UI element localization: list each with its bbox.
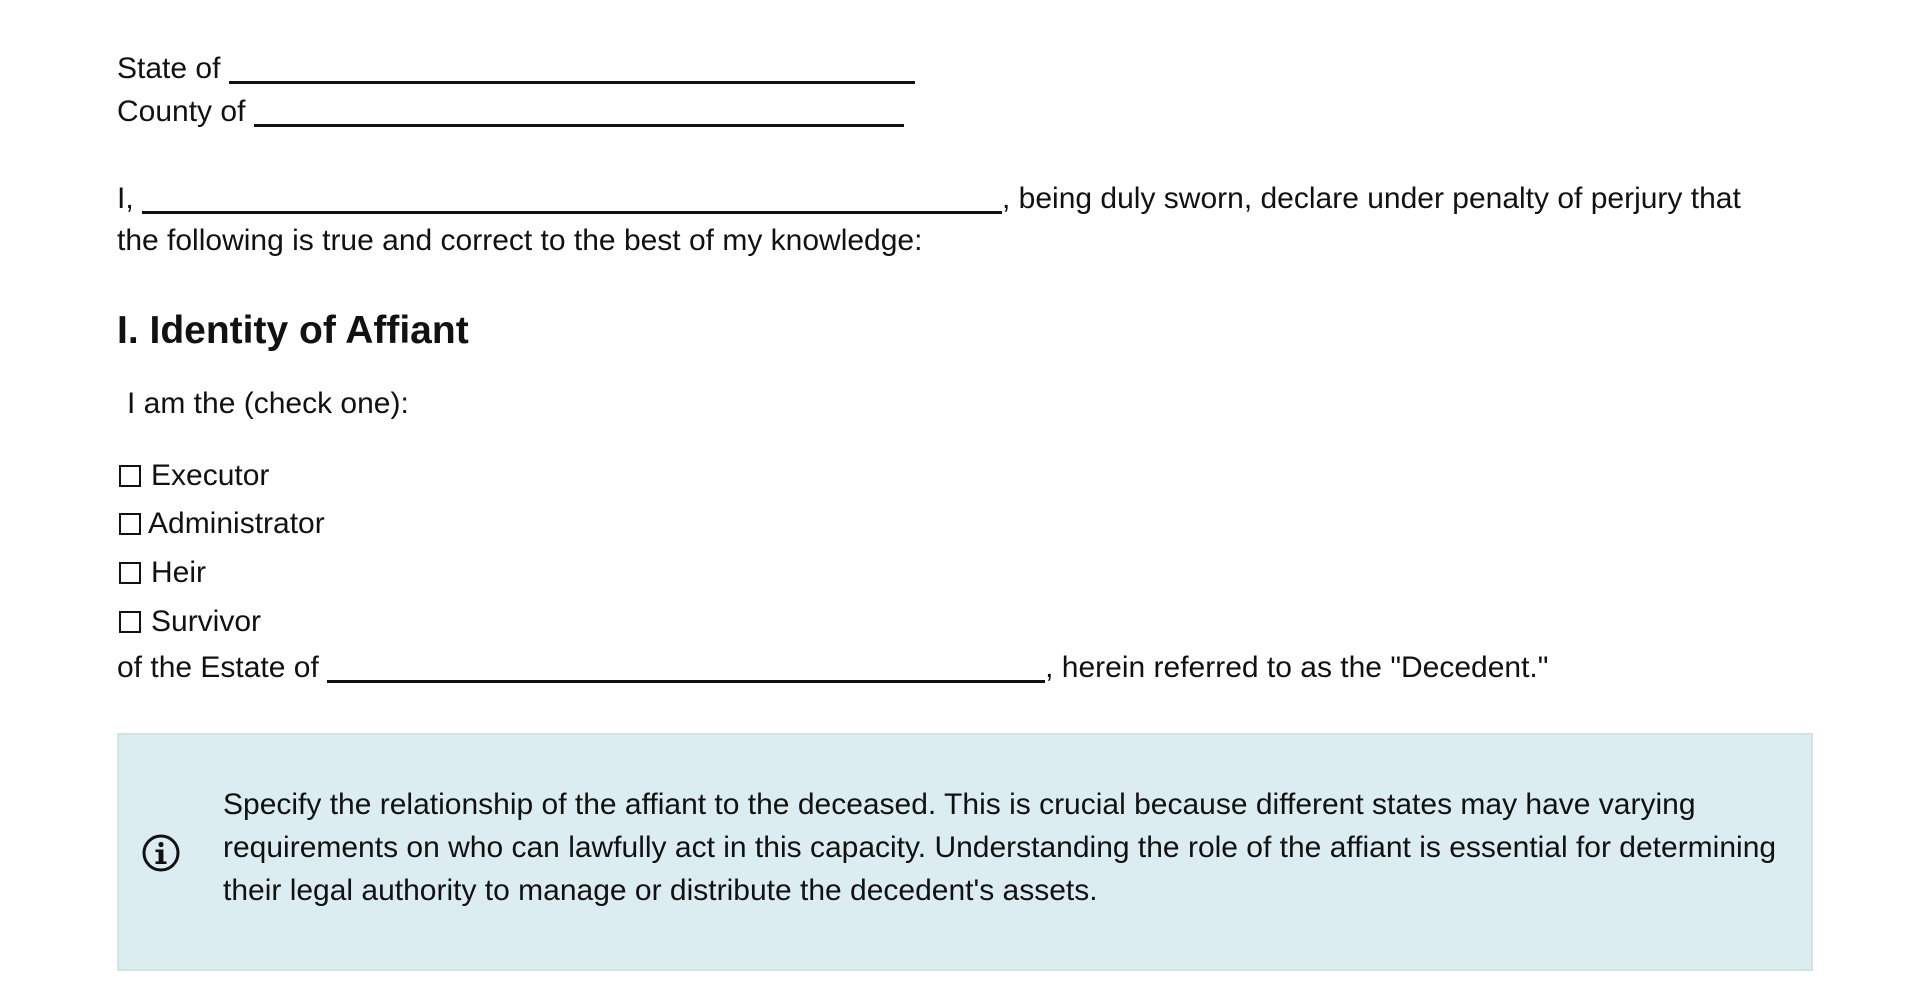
declaration-prefix: I, bbox=[117, 182, 134, 215]
estate-line bbox=[117, 650, 1548, 686]
checkbox[interactable] bbox=[119, 465, 141, 487]
county-blank-field[interactable] bbox=[254, 98, 904, 127]
estate-suffix: , herein referred to as the "Decedent." bbox=[1045, 651, 1549, 684]
state-line bbox=[117, 51, 915, 87]
option-label: Survivor bbox=[151, 605, 262, 638]
county-label: County of bbox=[117, 95, 246, 128]
declaration-line-1 bbox=[117, 181, 1741, 217]
info-icon bbox=[141, 833, 181, 873]
declaration-suffix: , being duly sworn, declare under penalty of perjury that bbox=[1002, 182, 1741, 215]
check-one-prompt: I am the (check one): bbox=[127, 387, 409, 420]
option-administrator[interactable] bbox=[119, 506, 325, 542]
estate-prefix: of the Estate of bbox=[117, 651, 319, 684]
option-label: Executor bbox=[151, 459, 270, 492]
option-label: Heir bbox=[151, 556, 207, 589]
state-blank-field[interactable] bbox=[229, 55, 915, 84]
state-label: State of bbox=[117, 52, 221, 85]
section-heading: I. Identity of Affiant bbox=[117, 309, 469, 352]
county-line bbox=[117, 94, 904, 130]
checkbox[interactable] bbox=[119, 513, 141, 535]
affiant-name-blank-field[interactable] bbox=[142, 185, 1002, 214]
option-survivor[interactable] bbox=[119, 604, 261, 640]
checkbox[interactable] bbox=[119, 562, 141, 584]
declaration-line-2: the following is true and correct to the best of my knowledge: bbox=[117, 224, 923, 257]
checkbox[interactable] bbox=[119, 611, 141, 633]
option-executor[interactable] bbox=[119, 458, 269, 494]
decedent-name-blank-field[interactable] bbox=[327, 654, 1045, 683]
option-heir[interactable] bbox=[119, 555, 206, 591]
option-label: Administrator bbox=[148, 507, 325, 540]
info-note-box bbox=[117, 733, 1813, 971]
info-note-text: Specify the relationship of the affiant to the deceased. This is crucial because different states may have varying requirements on who can lawfully act in this capacity. Understanding the role of the affiant is essential for determining their legal authority to manage or distribute the decedent's assets. bbox=[223, 788, 1777, 907]
